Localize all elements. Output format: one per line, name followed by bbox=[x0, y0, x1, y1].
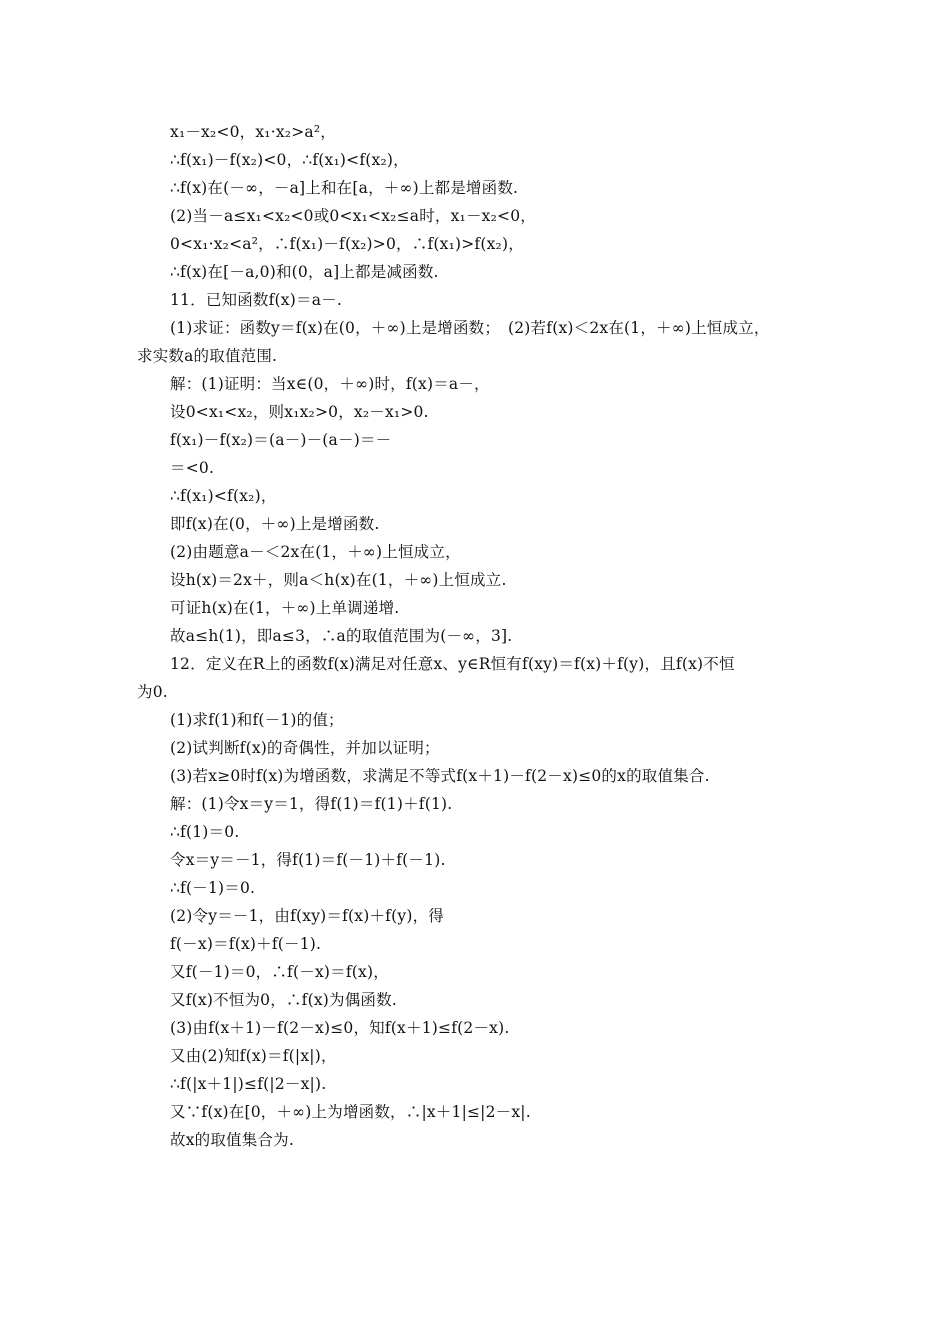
text-line: 解：(1)证明：当x∈(0，＋∞)时，f(x)＝a－， bbox=[170, 375, 490, 393]
text-line: 令x＝y＝－1，得f(1)＝f(－1)＋f(－1). bbox=[170, 851, 446, 869]
text-line: (2)由题意a－＜2x在(1，＋∞)上恒成立， bbox=[170, 543, 461, 561]
text-line: 求实数a的取值范围. bbox=[137, 347, 278, 365]
text-line: (3)若x≥0时f(x)为增函数，求满足不等式f(x＋1)－f(2－x)≤0的x的取值集合. bbox=[170, 767, 710, 785]
text-line: ∴f(x)在(－∞，－a]上和在[a，＋∞)上都是增函数. bbox=[170, 179, 519, 197]
text-line: 又∵f(x)在[0，＋∞)上为增函数，∴|x＋1|≤|2－x|. bbox=[170, 1103, 531, 1121]
text-line: ∴f(1)＝0. bbox=[170, 823, 240, 841]
text-line: x₁－x₂<0，x₁·x₂>a²， bbox=[170, 123, 336, 141]
text-line: 故a≤h(1)，即a≤3，∴a的取值范围为(－∞，3]. bbox=[170, 627, 513, 645]
text-line: ＝<0. bbox=[170, 459, 215, 477]
text-line: 可证h(x)在(1，＋∞)上单调递增. bbox=[170, 599, 400, 617]
text-line: 故x的取值集合为. bbox=[170, 1131, 294, 1149]
text-line: 0<x₁·x₂<a²，∴f(x₁)－f(x₂)>0，∴f(x₁)>f(x₂)， bbox=[170, 235, 524, 253]
text-line: 又f(x)不恒为0，∴f(x)为偶函数. bbox=[170, 991, 397, 1009]
text-line: f(x₁)－f(x₂)＝(a－)－(a－)＝－ bbox=[170, 431, 392, 449]
text-line: 为0. bbox=[137, 683, 168, 701]
text-line: (2)试判断f(x)的奇偶性，并加以证明； bbox=[170, 739, 440, 757]
text-line: ∴f(x₁)<f(x₂)， bbox=[170, 487, 277, 505]
text-line: (2)当－a≤x₁<x₂<0或0<x₁<x₂≤a时，x₁－x₂<0， bbox=[170, 207, 536, 225]
text-line: f(－x)＝f(x)＋f(－1). bbox=[170, 935, 322, 953]
text-line: (1)求证：函数y＝f(x)在(0，＋∞)上是增函数； (2)若f(x)＜2x在(1，＋∞)上恒成立， bbox=[170, 319, 770, 337]
text-line: ∴f(－1)＝0. bbox=[170, 879, 256, 897]
text-line: 解：(1)令x＝y＝1，得f(1)＝f(1)＋f(1). bbox=[170, 795, 453, 813]
text-line: ∴f(x₁)－f(x₂)<0，∴f(x₁)<f(x₂)， bbox=[170, 151, 409, 169]
text-line: ∴f(x)在[－a,0)和(0，a]上都是减函数. bbox=[170, 263, 439, 281]
text-line: (3)由f(x＋1)－f(2－x)≤0，知f(x＋1)≤f(2－x). bbox=[170, 1019, 510, 1037]
text-line: 又由(2)知f(x)＝f(|x|)， bbox=[170, 1047, 337, 1065]
problem-12-heading: 12．定义在R上的函数f(x)满足对任意x、y∈R恒有f(xy)＝f(x)＋f(y)，且f(x)不恒 bbox=[170, 655, 735, 673]
text-line: 又f(－1)＝0，∴f(－x)＝f(x)， bbox=[170, 963, 389, 981]
text-line: 即f(x)在(0，＋∞)上是增函数. bbox=[170, 515, 380, 533]
text-line: (1)求f(1)和f(－1)的值； bbox=[170, 711, 344, 729]
text-line: (2)令y＝－1，由f(xy)＝f(x)＋f(y)，得 bbox=[170, 907, 444, 925]
text-line: 设0<x₁<x₂，则x₁x₂>0，x₂－x₁>0. bbox=[170, 403, 429, 421]
text-line: 设h(x)＝2x＋，则a＜h(x)在(1，＋∞)上恒成立. bbox=[170, 571, 507, 589]
text-line: ∴f(|x＋1|)≤f(|2－x|). bbox=[170, 1075, 327, 1093]
problem-11-heading: 11．已知函数f(x)＝a－. bbox=[170, 291, 342, 309]
